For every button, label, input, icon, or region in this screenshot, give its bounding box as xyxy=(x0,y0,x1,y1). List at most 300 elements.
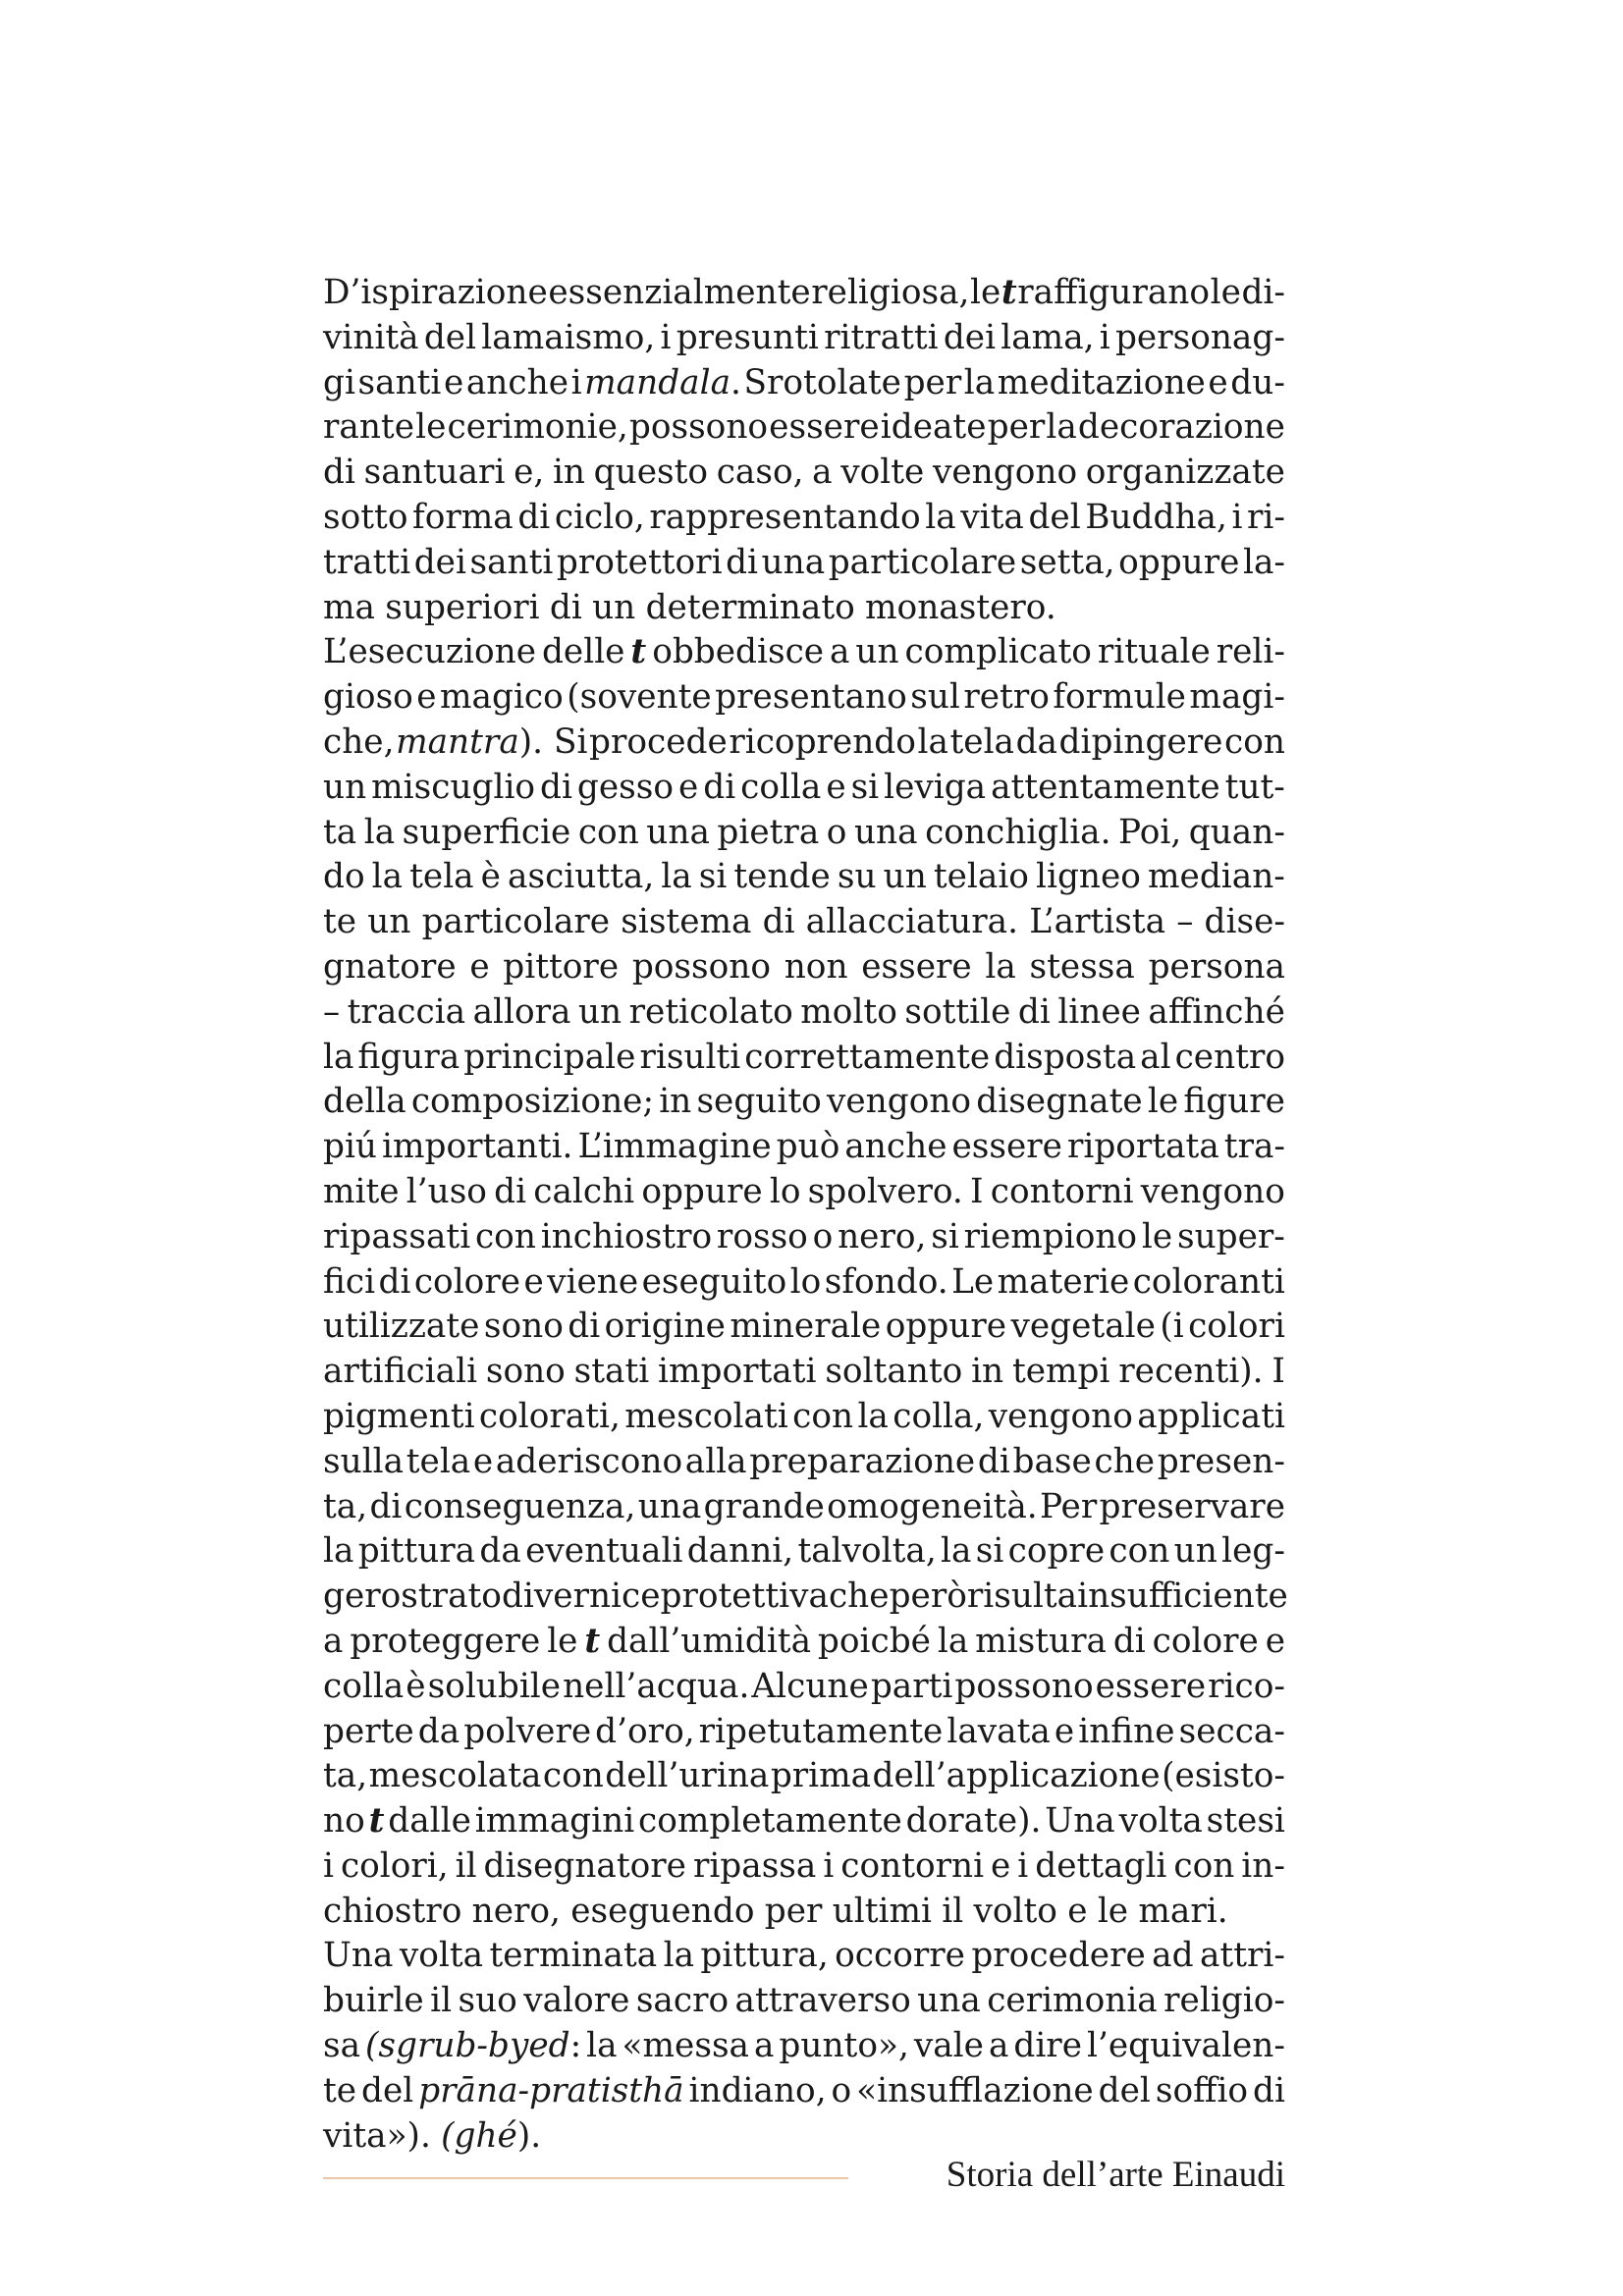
word-text: sotto xyxy=(323,497,408,537)
word-text: allacciatura. xyxy=(805,902,1019,942)
word xyxy=(358,1529,475,1575)
word-text: a xyxy=(753,2026,775,2066)
word-text: terminata xyxy=(489,1936,658,1976)
word xyxy=(964,361,995,406)
word-text: (i xyxy=(1160,1307,1184,1347)
word-text: ta, xyxy=(323,1486,368,1526)
word-text: ultimi xyxy=(832,1891,933,1931)
word-text: per xyxy=(903,362,962,402)
word xyxy=(323,496,407,541)
word xyxy=(484,1844,686,1890)
word-text: colla xyxy=(740,767,822,807)
word xyxy=(456,1844,477,1890)
word-text: vengono xyxy=(988,1396,1133,1436)
word xyxy=(447,405,627,451)
word-text: di xyxy=(1253,2070,1285,2110)
text-line xyxy=(323,316,1285,361)
word xyxy=(642,1260,787,1306)
word-text: la xyxy=(586,2026,618,2066)
word xyxy=(989,1395,1133,1440)
text-line xyxy=(323,271,1285,316)
word-text: valore xyxy=(523,1981,630,2021)
word-text: di xyxy=(323,453,355,493)
word-text: indiano, xyxy=(688,2070,827,2110)
word-text: e xyxy=(1054,1711,1075,1751)
text-line xyxy=(323,1529,1285,1575)
word xyxy=(717,451,804,496)
word xyxy=(687,1529,793,1575)
word xyxy=(823,1844,834,1890)
word-text: ma xyxy=(323,587,375,627)
word-text: volta xyxy=(1118,1801,1203,1842)
word xyxy=(1109,1529,1169,1575)
word xyxy=(323,1710,414,1755)
word xyxy=(323,1125,377,1170)
word-text: talvolta, xyxy=(797,1531,937,1572)
text-line xyxy=(323,1395,1285,1440)
word xyxy=(740,766,821,811)
word-text: completamente xyxy=(638,1801,902,1842)
word xyxy=(323,1260,375,1306)
word xyxy=(533,1170,634,1215)
word xyxy=(1208,361,1227,406)
word-text: proteggere xyxy=(350,1621,541,1661)
word-text: un xyxy=(367,902,411,942)
word-text: conchiglia. xyxy=(925,812,1111,852)
word xyxy=(1119,1799,1203,1844)
text-line xyxy=(323,811,1285,856)
word xyxy=(976,1529,1004,1575)
word-text: complicato xyxy=(904,632,1092,672)
word xyxy=(323,675,413,721)
text-line xyxy=(323,405,1285,451)
word xyxy=(699,855,728,900)
word-text: do xyxy=(323,857,365,897)
word xyxy=(1162,1754,1285,1799)
word-text: riportata xyxy=(1066,1127,1219,1167)
word-text: prima xyxy=(770,1756,872,1796)
word xyxy=(571,361,582,406)
text-line xyxy=(323,1979,1285,2024)
word xyxy=(1118,541,1239,586)
text-line xyxy=(323,1620,1285,1665)
word xyxy=(350,1620,540,1665)
word xyxy=(638,1485,702,1530)
word xyxy=(1217,630,1285,675)
word xyxy=(1230,361,1285,406)
word xyxy=(323,1440,404,1485)
word-text: con xyxy=(1173,1845,1235,1886)
word-text: allora xyxy=(472,991,571,1032)
word xyxy=(624,1395,787,1440)
word xyxy=(1142,1215,1172,1260)
text-line xyxy=(323,1665,1285,1710)
word-text: parti xyxy=(870,1666,953,1706)
body-text xyxy=(323,271,1288,2159)
word-text: Srotolate xyxy=(743,362,901,402)
word-text: un xyxy=(592,587,636,627)
word xyxy=(414,541,466,586)
italic-term: mantra xyxy=(396,721,519,762)
word-text: dire xyxy=(1013,2026,1082,2066)
abbreviation-t: t xyxy=(368,1801,385,1842)
word xyxy=(676,316,819,361)
word xyxy=(372,855,403,900)
word xyxy=(1030,945,1135,990)
word xyxy=(401,1575,502,1620)
italic-term: (sgrub-byed xyxy=(365,2026,570,2066)
word xyxy=(890,1575,967,1620)
word-text: religiosa, xyxy=(811,273,970,312)
word-text: attraverso xyxy=(734,1981,911,2021)
word-text: i xyxy=(660,317,672,357)
word xyxy=(865,586,1056,631)
word xyxy=(369,1754,542,1799)
word-text: d’oro, xyxy=(595,1711,695,1751)
word xyxy=(886,1305,1006,1350)
word-text: e xyxy=(443,362,464,402)
word xyxy=(754,2024,774,2069)
word-text: sfondo. xyxy=(824,1261,948,1302)
word xyxy=(323,1036,353,1081)
word-text: da xyxy=(417,1711,460,1751)
word-text: rappresentando xyxy=(649,497,921,537)
word-text: essenzialmente xyxy=(548,273,811,312)
word-text: ciclo, xyxy=(554,497,645,537)
word-text: di xyxy=(549,587,582,627)
word xyxy=(838,1215,926,1260)
word-text: setta, xyxy=(1019,542,1115,582)
word xyxy=(771,1754,871,1799)
word-text: obbedisce xyxy=(652,632,825,672)
word xyxy=(991,1844,1010,1890)
word-text: di xyxy=(1017,991,1051,1032)
word-text: infine xyxy=(1078,1711,1175,1751)
word-text: colore xyxy=(413,1261,521,1302)
word-text: dell’urina xyxy=(605,1756,770,1796)
word xyxy=(994,1036,1136,1081)
word xyxy=(806,900,1018,945)
word xyxy=(693,1844,816,1890)
word xyxy=(540,766,572,811)
word-text: un xyxy=(577,991,622,1032)
word-text: tut- xyxy=(1224,767,1285,807)
text-line xyxy=(323,1350,1285,1395)
word-text: il xyxy=(430,1981,453,2021)
word xyxy=(1224,721,1285,766)
word-text: ad xyxy=(1152,1936,1194,1976)
text-line xyxy=(323,630,1285,675)
text-line xyxy=(323,1125,1285,1170)
word xyxy=(415,405,446,451)
word xyxy=(523,1979,629,2024)
word xyxy=(323,766,366,811)
word xyxy=(811,271,969,316)
word xyxy=(503,945,619,990)
word-text: una xyxy=(761,542,826,582)
word-text: telaio xyxy=(933,857,1029,897)
word-text: anche xyxy=(465,362,568,402)
word-text: soffio xyxy=(1155,2070,1249,2110)
word-text: caso, xyxy=(716,453,804,493)
word xyxy=(1174,1529,1217,1575)
word xyxy=(1253,2069,1285,2114)
word xyxy=(484,1305,564,1350)
word-text: a xyxy=(988,2026,1009,2066)
word-text: ). xyxy=(516,2115,542,2156)
word-text: mescolati xyxy=(624,1396,788,1436)
word-text: inchiostro xyxy=(540,1216,713,1256)
word-text: suo xyxy=(458,1981,517,2021)
word xyxy=(703,766,735,811)
text-line xyxy=(323,675,1285,721)
word xyxy=(1067,1125,1219,1170)
word xyxy=(1247,496,1285,541)
word-text: in- xyxy=(1241,1845,1285,1886)
word-text: pittore xyxy=(503,946,620,987)
word xyxy=(998,1260,1130,1306)
word xyxy=(717,1215,808,1260)
word xyxy=(777,1125,840,1170)
word xyxy=(323,945,457,990)
word xyxy=(646,586,855,631)
word-text: affinché xyxy=(1148,991,1285,1032)
word-text: una xyxy=(646,812,710,852)
text-line xyxy=(323,1890,1285,1935)
word xyxy=(323,541,410,586)
word-text: la xyxy=(963,362,996,402)
word xyxy=(1017,271,1210,316)
word-text: santi xyxy=(469,542,554,582)
word xyxy=(933,451,1077,496)
word-text: forma xyxy=(412,497,514,537)
word xyxy=(784,945,848,990)
word xyxy=(523,1260,543,1306)
word-text: e, xyxy=(514,453,545,493)
word-text: tempi xyxy=(1011,1352,1110,1392)
word xyxy=(792,1395,853,1440)
text-line xyxy=(323,1036,1285,1081)
italic-term: mandala xyxy=(584,362,731,402)
word-text: del xyxy=(1028,497,1081,537)
word xyxy=(904,990,1010,1036)
word-text: te xyxy=(323,2070,357,2110)
word xyxy=(1036,855,1141,900)
word xyxy=(827,811,847,856)
text-line xyxy=(323,1710,1285,1755)
word xyxy=(1173,1844,1234,1890)
word-text: e xyxy=(991,1845,1011,1886)
word-text: il xyxy=(455,1845,477,1886)
text-line xyxy=(323,2024,1285,2069)
word xyxy=(641,1170,762,1215)
word-text: D’ispirazione xyxy=(323,273,548,312)
word xyxy=(577,1125,771,1170)
word-text: monastero. xyxy=(865,587,1056,627)
word xyxy=(729,721,916,766)
text-line xyxy=(323,1080,1285,1125)
word xyxy=(605,1754,769,1799)
word-text: volta xyxy=(399,1936,484,1976)
word xyxy=(700,1934,828,1979)
word-text: grande xyxy=(703,1486,825,1526)
word xyxy=(978,1440,1010,1485)
text-line xyxy=(323,1799,1285,1844)
word xyxy=(1176,900,1193,945)
word-text: delle xyxy=(541,632,625,672)
word xyxy=(833,1890,932,1935)
word-text: Le xyxy=(951,1261,995,1302)
word xyxy=(1241,1844,1285,1890)
word xyxy=(323,855,365,900)
word xyxy=(881,405,987,451)
word-text: di xyxy=(517,497,551,537)
word-text: centro xyxy=(1174,1037,1285,1077)
word xyxy=(1241,271,1285,316)
word-text: Buddha, xyxy=(1085,497,1227,537)
word xyxy=(1020,541,1115,586)
word xyxy=(1046,405,1076,451)
word xyxy=(406,1170,487,1215)
word-text: santi xyxy=(357,362,442,402)
word-text: un xyxy=(855,632,899,672)
word xyxy=(838,855,877,900)
word-text: del xyxy=(361,2070,414,2110)
word xyxy=(605,1305,726,1350)
word-text: punto», xyxy=(779,2026,909,2066)
word xyxy=(717,811,819,856)
word xyxy=(931,1215,959,1260)
word xyxy=(661,855,691,900)
word-text: la xyxy=(985,946,1016,987)
abbreviation-t: t xyxy=(1001,273,1017,312)
word xyxy=(661,316,672,361)
word xyxy=(835,1934,965,1979)
word-text: la xyxy=(917,721,948,762)
word-text: colla xyxy=(323,1666,405,1706)
word-text: sa xyxy=(323,2026,361,2066)
word-text: di xyxy=(369,1486,403,1526)
word-text: che xyxy=(828,1576,890,1617)
word xyxy=(323,1529,353,1575)
word xyxy=(1189,811,1285,856)
word-text: super- xyxy=(1176,1216,1285,1256)
word-text: oppure xyxy=(641,1171,763,1211)
word-text: i xyxy=(1231,497,1243,537)
word-text: oppure xyxy=(885,1307,1007,1347)
word-text: ri- xyxy=(1247,497,1285,537)
word-text: con xyxy=(1109,1531,1170,1572)
word xyxy=(1053,675,1186,721)
word-text: che xyxy=(1094,1441,1156,1481)
word-text: vita xyxy=(960,497,1024,537)
word-text: le xyxy=(415,407,447,448)
word-text: Poi, xyxy=(1118,812,1182,852)
word xyxy=(1189,675,1284,721)
word xyxy=(1225,766,1285,811)
word-text: e xyxy=(826,767,846,807)
word xyxy=(406,1665,425,1710)
word-text: un xyxy=(1173,1531,1217,1572)
word xyxy=(547,1620,577,1665)
word xyxy=(1035,1844,1166,1890)
word-text: reli- xyxy=(1216,632,1285,672)
word xyxy=(594,451,708,496)
word xyxy=(1098,1890,1128,1935)
word xyxy=(428,1665,562,1710)
word-text: – xyxy=(1176,902,1194,942)
word-text: di xyxy=(540,767,572,807)
word-text: vita»). xyxy=(323,2115,431,2156)
word-text: miscuglio xyxy=(371,767,536,807)
word xyxy=(416,675,436,721)
word xyxy=(469,945,489,990)
word-text: santuari xyxy=(363,453,506,493)
word-text: correttamente xyxy=(744,1037,991,1077)
word xyxy=(1113,1620,1146,1665)
word-text: il xyxy=(942,1891,964,1931)
word-text: la xyxy=(363,812,396,852)
word xyxy=(555,496,645,541)
word xyxy=(1100,1485,1285,1530)
word xyxy=(1094,1440,1155,1485)
word xyxy=(1001,271,1017,316)
word-text: di xyxy=(762,902,795,942)
word-text: un xyxy=(883,857,927,897)
word-text: disposta xyxy=(994,1037,1137,1077)
word xyxy=(893,1395,984,1440)
word-text: del xyxy=(1098,2070,1151,2110)
word-text: sono xyxy=(483,1307,564,1347)
word-text: possono xyxy=(631,946,772,987)
word xyxy=(851,766,880,811)
word xyxy=(840,1844,984,1890)
word xyxy=(466,361,568,406)
word-text: lo xyxy=(789,1261,822,1302)
word xyxy=(818,1620,931,1665)
word xyxy=(1208,1665,1285,1710)
word xyxy=(364,451,506,496)
word xyxy=(323,1080,406,1125)
text-line xyxy=(323,496,1285,541)
word xyxy=(975,1620,1107,1665)
word-text: della xyxy=(323,1082,406,1122)
text-line xyxy=(323,855,1285,900)
text-line xyxy=(323,1215,1285,1260)
word-text: mescolata xyxy=(368,1756,542,1796)
word-text: – xyxy=(323,991,341,1032)
word-text: vengono xyxy=(933,453,1078,493)
word-text: formule xyxy=(1053,677,1186,718)
word xyxy=(1211,271,1241,316)
word-text: quan- xyxy=(1188,812,1285,852)
word xyxy=(730,1305,881,1350)
word xyxy=(577,766,674,811)
word-text: essere xyxy=(951,1127,1062,1167)
word xyxy=(987,1979,1158,2024)
word-text: particolare xyxy=(421,902,611,942)
word-text: preparazione xyxy=(749,1441,976,1481)
word-text: attentamente xyxy=(991,767,1220,807)
word xyxy=(1266,1620,1285,1665)
word xyxy=(430,1979,452,2024)
word-text: l’uso xyxy=(406,1171,487,1211)
word-text: colori xyxy=(1188,1307,1285,1347)
word xyxy=(517,496,550,541)
word-text: conseguenza, xyxy=(404,1486,636,1526)
text-line xyxy=(323,361,1285,406)
word xyxy=(1149,945,1285,990)
